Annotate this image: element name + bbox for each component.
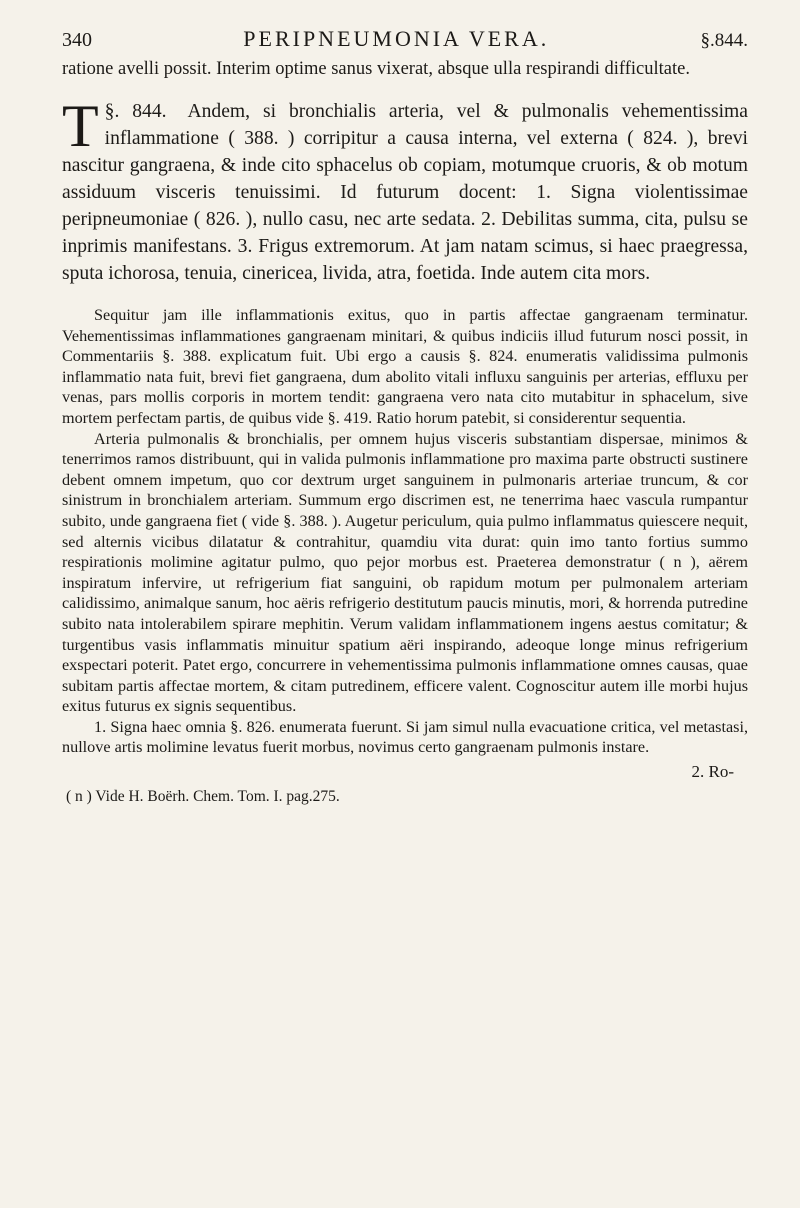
running-head: [62, 26, 748, 52]
aphorism-paragraph: [62, 93, 748, 287]
commentary-paragraph: 1. Signa haec omnia §. 826. enumerata fuerunt. Si jam simul nulla evacuatione critica, vel metastasi, nullove artis molimine levatus fuerit morbus, novimus certo gangraenam pulmonis instare.: [62, 717, 748, 757]
drop-cap: T: [62, 93, 99, 159]
footnote: ( n ) Vide H. Boërh. Chem. Tom. I. pag.275.: [66, 788, 340, 806]
page-number: 340: [62, 29, 92, 51]
section-number: §. 844.: [104, 101, 167, 122]
section-reference: §.844.: [700, 30, 748, 51]
running-title: PERIPNEUMONIA VERA.: [243, 26, 550, 51]
commentary-paragraph: Sequitur jam ille inflammationis exitus, quo in partis affectae gangraenam terminatur. Vehementissimas inflammationes gangraenam minitari, & quibus indiciis illud futurum nosci possit, in Commentariis §. 388. explicatum fuit. Ubi ergo a causis §. 824. enumeratis validissima pulmonis inflammatio nata fuit, brevi fiet gangraena, dum abolito vitali influxu sanguinis per arterias, effluxu per venas, pars mollis corporis in mortem tendit: gangraena vero nata cito mutabitur in sphacelum, sive mortem perfectam partis, de quibus vide §. 419. Ratio horum patebit, si considerentur sequentia.: [62, 306, 748, 427]
commentary: [62, 305, 748, 758]
aphorism-text: Andem, si bronchialis arteria, vel & pulmonalis vehementissima inflammatione ( 388. ) corripitur a causa interna, vel externa ( 824. ), brevi nascitur gangraena, & inde cito sphacelus ob copiam, motumque cruoris, & ob motum assiduum visceris tenuissimi. Id futurum docent: 1. Signa violentissimae peripneumoniae ( 826. ), nullo casu, nec arte sedata. 2. Debilitas summa, cita, pulsu se inprimis manifestans. 3. Frigus extremorum. At jam natam scimus, si haec praegressa, sputa ichorosa, tenuia, cinericea, livida, atra, foetida. Inde autem cita mors.: [62, 101, 748, 284]
catchword: 2. Ro-: [691, 762, 734, 782]
carryover-text: ratione avelli possit. Interim optime sanus vixerat, absque ulla respirandi difficultate.: [62, 59, 690, 79]
commentary-paragraph: Arteria pulmonalis & bronchialis, per omnem hujus visceris substantiam dispersae, minimos & tenerrimos ramos distribuunt, qui in valida pulmonis inflammatione pro maxima parte obstructi sustinere debent omnem impetum, quo cor dextrum urget sanguinem in pulmonaris arteriae truncum, & cor sinistrum in bronchialem arteriam. Summum ergo discrimen est, ne tenerrima haec vascula rumpantur subito, unde gangraena fiet ( vide §. 388. ). Augetur periculum, quia pulmo inflammatus quiescere nequit, sed alternis vicibus dilatatur & contrahitur, quamdiu vita durat: quin imo tanto fortius summo respirationis molimine agitatur pulmo, quo pejor morbus est. Praeterea demonstratur ( n ), aërem inspiratum infervire, ut refrigerium fiat sanguini, ob rapidum motum per pulmonalem arteriam calidissimo, animalque sanum, hoc aëris refrigerio destitutum paucis minutis, mori, & horrenda putredine subito nata intolerabilem spirare mephitin. Verum validam inflammationem ingens aestus comitatur; & turgentibus vasis inflammatis minuitur spatium aëri inspirando, adeoque longe minus refrigerium exspectari poterit. Patet ergo, concurrere in vehementissima pulmonis inflammatione omnes causas, quae subitam partis affectae mortem, & citam putredinem, efficere valent. Cognoscitur autem ille morbi hujus exitus futurus ex signis sequentibus.: [62, 429, 748, 716]
